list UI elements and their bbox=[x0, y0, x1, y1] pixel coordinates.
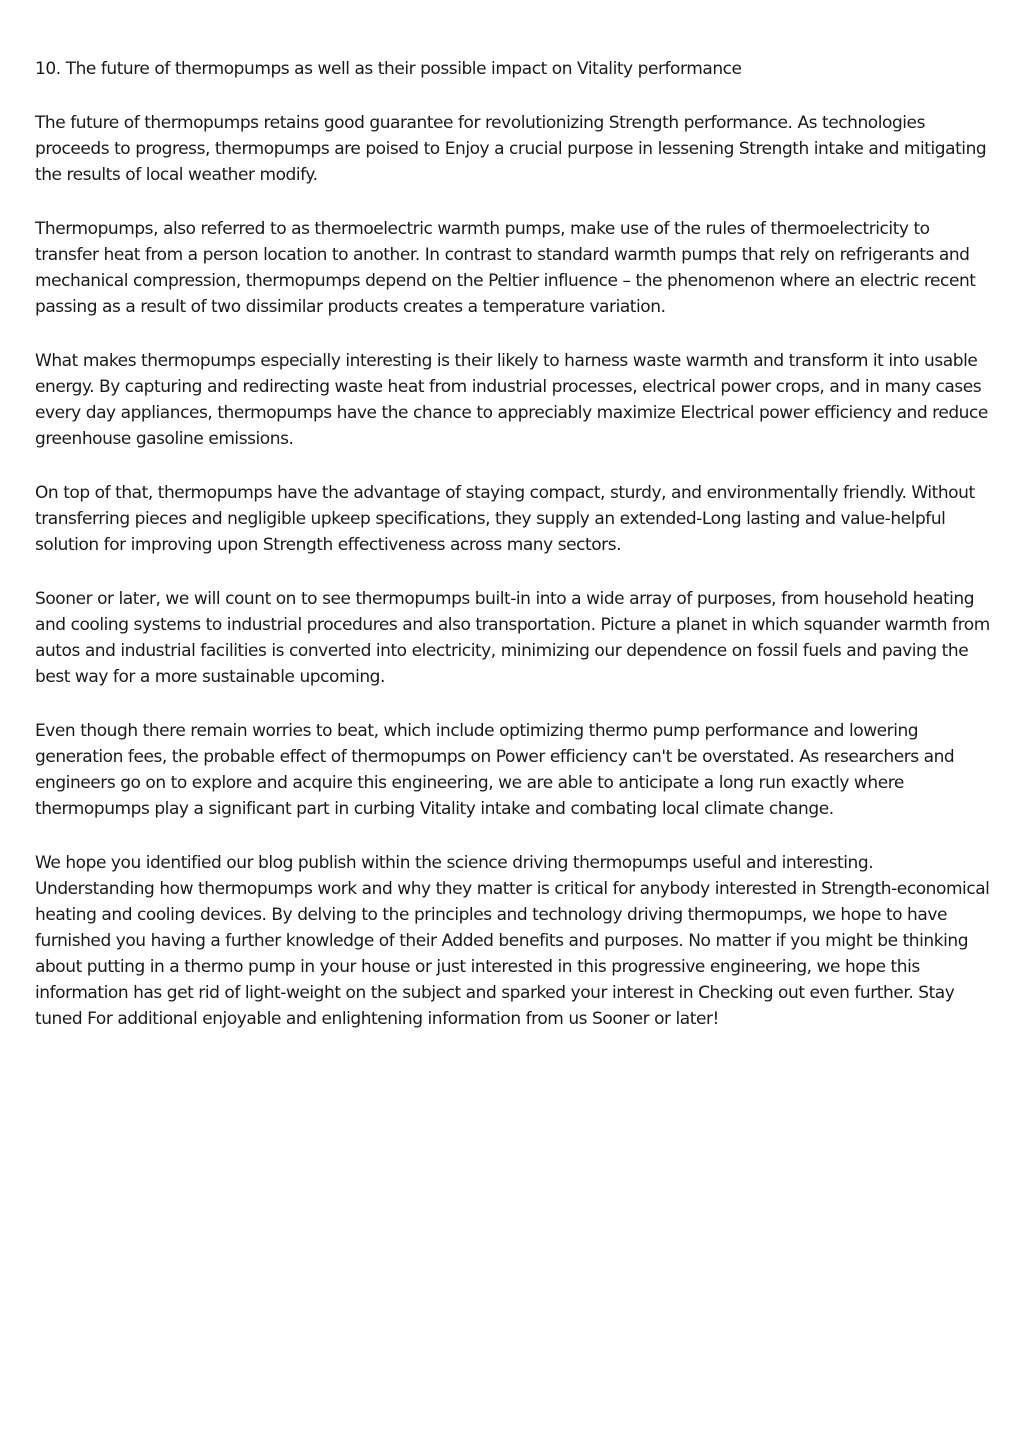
paragraph-conclusion: We hope you identified our blog publish within the science driving thermopumps useful and interesting. Understanding how thermopumps work and why they matter is critical for anybody interested in Strength-economical heating and cooling devices. By delving to the principles and technology driving thermopumps, we hope to have furnished you having a further knowledge of their Added benefits and purposes. No matter if you might be thinking about putting in a thermo pump in your house or just interested in this progressive engineering, we hope this information has get rid of light-weight on the subject and sparked your interest in Checking out even further. Stay tuned For additional enjoyable and enlightening information from us Sooner or later! bbox=[35, 853, 990, 1029]
paragraph-applications: Sooner or later, we will count on to see thermopumps built-in into a wide array of purposes, from household heating and cooling systems to industrial procedures and also transportation. Picture a planet in which squander warmth from autos and industrial facilities is converted into electricity, minimizing our dependence on fossil fuels and paving the best way for a more sustainable upcoming. bbox=[35, 589, 990, 687]
paragraph-intro: The future of thermopumps retains good guarantee for revolutionizing Strength performance. As technologies proceeds to progress, thermopumps are poised to Enjoy a crucial purpose in lessening Strength intake and mitigating the results of local weather modify. bbox=[35, 113, 987, 185]
paragraph-challenges: Even though there remain worries to beat, which include optimizing thermo pump performance and lowering generation fees, the probable effect of thermopumps on Power efficiency can't be overstated. As researchers and engineers go on to explore and acquire this engineering, we are able to anticipate a long run exactly where thermopumps play a significant part in curbing Vitality intake and combating local climate change. bbox=[35, 721, 955, 819]
section-heading: 10. The future of thermopumps as well as their possible impact on Vitality performance bbox=[35, 59, 742, 79]
paragraph-definition: Thermopumps, also referred to as thermoelectric warmth pumps, make use of the rules of thermoelectricity to transfer heat from a person location to another. In contrast to standard warmth pumps that rely on refrigerants and mechanical compression, thermopumps depend on the Peltier influence – the phenomenon where an electric recent passing as a result of two dissimilar products creates a temperature variation. bbox=[35, 219, 976, 317]
paragraph-advantages: On top of that, thermopumps have the advantage of staying compact, sturdy, and environmentally friendly. Without transferring pieces and negligible upkeep specifications, they supply an extended-Long lasting and value-helpful solution for improving upon Strength effectiveness across many sectors. bbox=[35, 483, 975, 555]
paragraph-waste-heat: What makes thermopumps especially interesting is their likely to harness waste warmth and transform it into usable energy. By capturing and redirecting waste heat from industrial processes, electrical power crops, and in many cases every day appliances, thermopumps have the chance to appreciably maximize Electrical power efficiency and reduce greenhouse gasoline emissions. bbox=[35, 351, 988, 449]
document-page bbox=[35, 56, 990, 1060]
